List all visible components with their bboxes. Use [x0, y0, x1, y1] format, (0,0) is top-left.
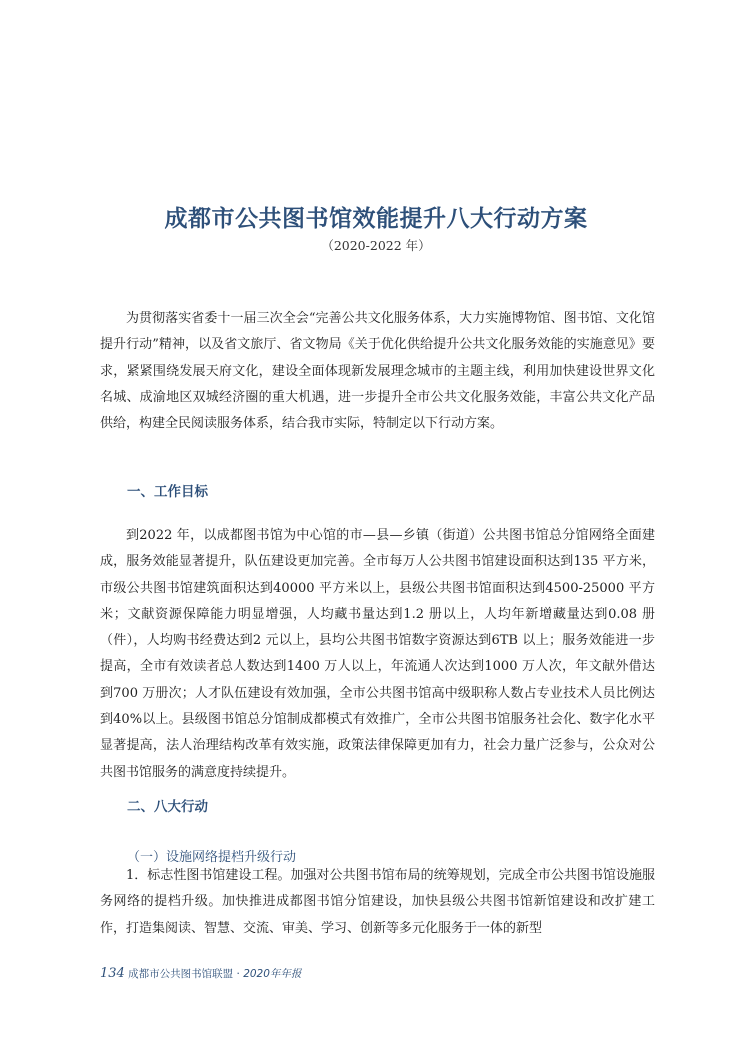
subsection-heading-facilities: （一）设施网络提档升级行动	[127, 850, 297, 865]
document-title: 成都市公共图书馆效能提升八大行动方案	[164, 206, 588, 232]
publication-name: 成都市公共图书馆联盟 ·	[124, 968, 244, 980]
document-subtitle: （2020-2022 年）	[321, 238, 431, 253]
intro-paragraph: 为贯彻落实省委十一届三次全会“完善公共文化服务体系，大力实施博物馆、图书馆、文化馆提升行动”精神，以及省文旅厅、省文物局《关于优化供给提升公共文化服务效能的实施意见》要求，紧紧围绕发展天府文化，建设全面体现新发展理念城市的主题主线，利用加快建设世界文化名城、成渝地区双城经济圈的重大机遇，进一步提升全市公共文化服务效能，丰富公共文化产品供给，构建全民阅读服务体系，结合我市实际，特制定以下行动方案。	[100, 311, 655, 432]
page-number: 134	[100, 966, 125, 981]
goals-paragraph: 到2022 年，以成都图书馆为中心馆的市—县—乡镇（街道）公共图书馆总分馆网络全面建成，服务效能显著提升，队伍建设更加完善。全市每万人公共图书馆建设面积达到135 平方米，市级公共图书馆建筑面积达到40000 平方米以上，县级公共图书馆面积达到4500-25000 平方米；文献资源保障能力明显增强，人均藏书量达到1.2 册以上，人均年新增藏量达到0.08 册（件），人均购书经费达到2 元以上，县均公共图书馆数字资源达到6TB 以上；服务效能进一步提高，全市有效读者总人数达到1400 万人以上，年流通人次达到1000 万人次，年文献外借达到700 万册次；人才队伍建设有效加强，全市公共图书馆高中级职称人数占专业技术人员比例达到40%以上。县级图书馆总分馆制成都模式有效推广，全市公共图书馆服务社会化、数字化水平显著提高，法人治理结构改革有效实施，政策法律保障更加有力，社会力量广泛参与，公众对公共图书馆服务的满意度持续提升。	[100, 528, 655, 780]
section-heading-goals: 一、工作目标	[127, 484, 208, 500]
report-year: 2020年年报	[243, 968, 302, 980]
page-footer	[100, 966, 301, 981]
section-heading-actions: 二、八大行动	[127, 799, 208, 815]
facilities-paragraph: 1．标志性图书馆建设工程。加强对公共图书馆布局的统筹规划，完成全市公共图书馆设施服务网络的提档升级。加快推进成都图书馆分馆建设，加快县级公共图书馆新馆建设和改扩建工作，打造集阅读、智慧、交流、审美、学习、创新等多元化服务于一体的新型	[100, 868, 655, 936]
